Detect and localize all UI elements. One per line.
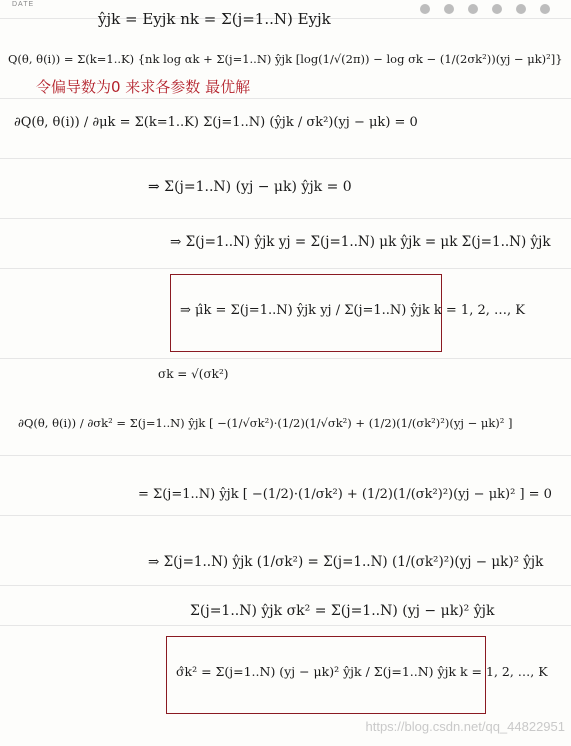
- ruled-line: [0, 268, 571, 269]
- ruled-line: [0, 358, 571, 359]
- sigma-step-1: = Σ(j=1..N) ŷjk [ −(1/2)·(1/σk²) + (1/2)(1/(σk²)²)(yj − μk)² ] = 0: [138, 487, 552, 502]
- sigma-note: σk = √(σk²): [158, 367, 229, 381]
- ruled-line: [0, 158, 571, 159]
- mu-step-1: ⇒ Σ(j=1..N) (yj − μk) ŷjk = 0: [148, 179, 352, 195]
- definitions-line: ŷjk = Eyjk nk = Σ(j=1..N) Eyjk: [98, 10, 331, 28]
- mu-step-2: ⇒ Σ(j=1..N) ŷjk yj = Σ(j=1..N) μk ŷjk = μk Σ(j=1..N) ŷjk: [170, 234, 551, 250]
- derivative-sigma-line: ∂Q(θ, θ(i)) / ∂σk² = Σ(j=1..N) ŷjk [ −(1/√σk²)·(1/2)(1/√σk²) + (1/2)(1/(σk²)²)(yj − μk)² ]: [18, 416, 513, 430]
- derivative-mu-line: ∂Q(θ, θ(i)) / ∂μk = Σ(k=1..K) Σ(j=1..N) (ŷjk / σk²)(yj − μk) = 0: [14, 115, 418, 130]
- watermark: https://blog.csdn.net/qq_44822951: [365, 719, 565, 734]
- sigma-step-2: ⇒ Σ(j=1..N) ŷjk (1/σk²) = Σ(j=1..N) (1/(σk²)²)(yj − μk)² ŷjk: [148, 554, 544, 570]
- ruled-line: [0, 98, 571, 99]
- ruled-line: [0, 455, 571, 456]
- ruled-line: [0, 625, 571, 626]
- instruction-annotation: 令偏导数为0 来求各参数 最优解: [36, 78, 251, 96]
- sigma-result: σ̂k² = Σ(j=1..N) (yj − μk)² ŷjk / Σ(j=1..N) ŷjk k = 1, 2, …, K: [176, 664, 548, 679]
- sigma-step-3: Σ(j=1..N) ŷjk σk² = Σ(j=1..N) (yj − μk)² ŷjk: [190, 603, 495, 619]
- ruled-line: [0, 218, 571, 219]
- q-function-line: Q(θ, θ(i)) = Σ(k=1..K) {nk log αk + Σ(j=1..N) ŷjk [log(1/√(2π)) − log σk − (1/(2σk²))(yj − μk)²]}: [8, 52, 563, 66]
- ruled-line: [0, 515, 571, 516]
- date-label: DATE: [12, 1, 35, 8]
- ruled-line: [0, 585, 571, 586]
- mu-result: ⇒ μ̂k = Σ(j=1..N) ŷjk yj / Σ(j=1..N) ŷjk k = 1, 2, …, K: [180, 303, 525, 318]
